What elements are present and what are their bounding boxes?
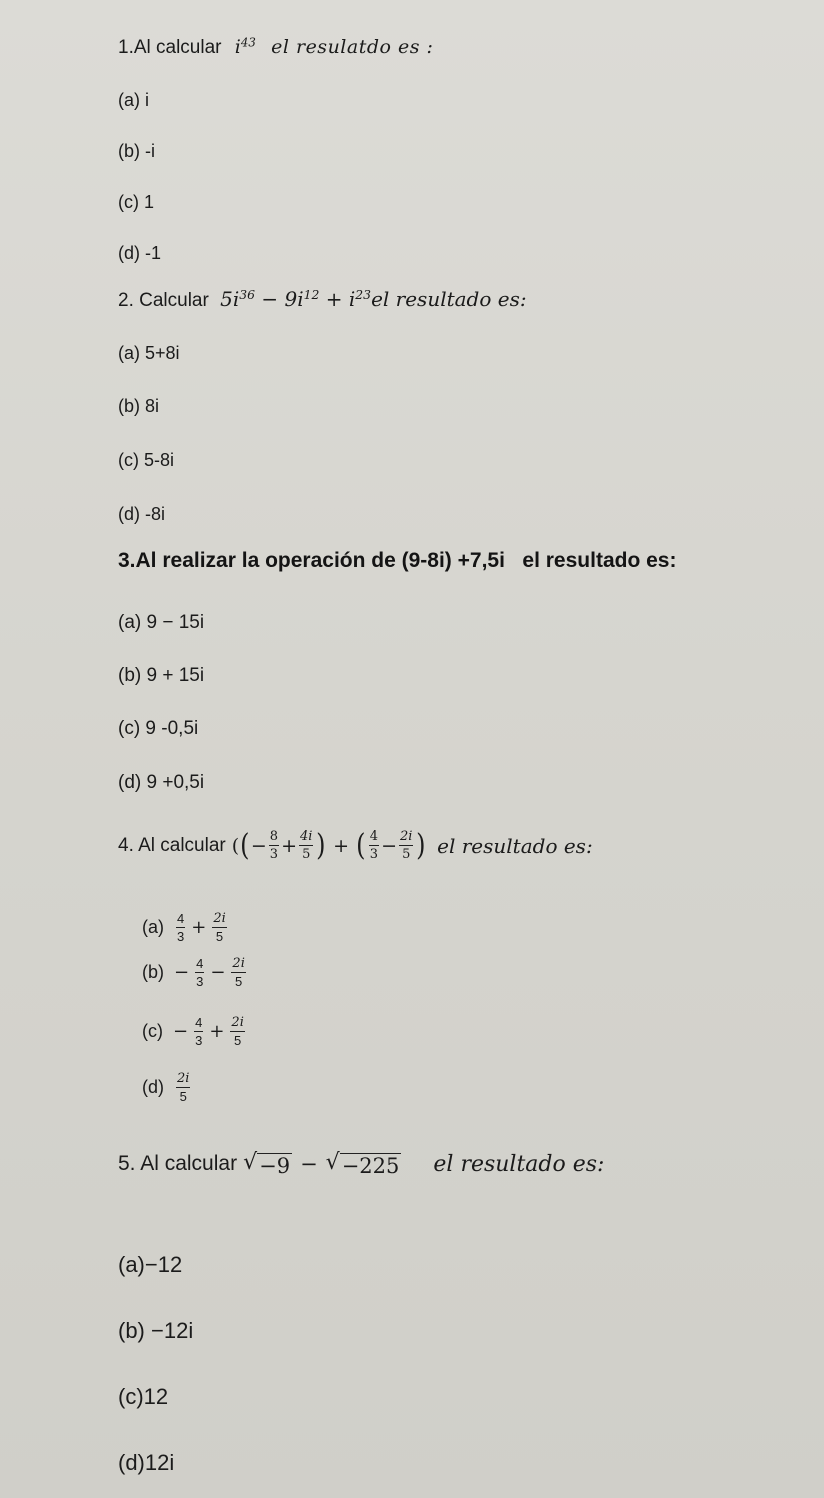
q2-term-1: 5i [220, 287, 240, 311]
q2-term-3: + i [325, 287, 356, 311]
q4-option-d[interactable]: (d) $\frac{2i}{5}$ [142, 1071, 190, 1104]
q1-exponent: 43 [240, 35, 256, 50]
q4-paren-open: ( [231, 834, 240, 857]
question-4 [118, 827, 593, 863]
q1-option-d[interactable]: (d) -1 [118, 243, 162, 263]
q2-exp-1: 36 [239, 287, 256, 303]
q3-option-c[interactable]: (c) 9 -0,5i [118, 718, 199, 739]
question-2-prefix: 2. Calcular [118, 290, 209, 311]
q5-option-a[interactable]: (a)−12 [118, 1252, 183, 1277]
q5-sqrt-1: √ −9 [243, 1150, 291, 1178]
q5-minus: − [300, 1152, 318, 1176]
question-5-prefix: 5. Al calcular [118, 1152, 238, 1175]
q3-option-d[interactable]: (d) 9 +0,5i [118, 772, 205, 793]
q4-paren-open-big: ( [240, 827, 250, 863]
q2-term-2: − 9i [261, 287, 304, 311]
q4-plus-2: + [333, 834, 350, 857]
q3-option-a[interactable]: (a) 9 − 15i [118, 612, 205, 633]
q1-option-c[interactable]: (c) 1 [118, 192, 154, 212]
question-1 [118, 36, 433, 59]
q4-fraction-1: $\frac{8}{3}$ [269, 829, 279, 862]
question-5 [118, 1150, 604, 1178]
q4-option-a[interactable]: (a) $\frac{4}{3}$ + $\frac{2i}{5}$ [142, 911, 226, 944]
q4-option-c[interactable]: (c) − $\frac{4}{3}$ + $\frac{2i}{5}$ [142, 1015, 244, 1048]
q5-option-c[interactable]: (c)12 [118, 1384, 169, 1409]
q2-option-b[interactable]: (b) 8i [118, 396, 160, 416]
q5-sqrt-2: √ −225 [325, 1150, 400, 1178]
question-2-suffix: el resultado es: [371, 287, 527, 311]
question-4-suffix: el resultado es: [437, 833, 593, 858]
q2-exp-3: 23 [355, 287, 372, 303]
q4-minus-2: − [381, 834, 397, 857]
question-4-prefix: 4. Al calcular [118, 834, 226, 856]
q5-option-b[interactable]: (b) −12i [118, 1318, 194, 1343]
q2-option-c[interactable]: (c) 5-8i [118, 450, 175, 470]
q4-fraction-3: $\frac{4}{3}$ [369, 829, 379, 862]
q3-option-b[interactable]: (b) 9 + 15i [118, 665, 205, 686]
q1-base: i [234, 36, 241, 58]
q2-exp-2: 12 [303, 287, 320, 303]
question-1-suffix: el resulatdo es : [271, 36, 434, 58]
q4-minus: − [250, 834, 267, 857]
q2-option-d[interactable]: (d) -8i [118, 504, 166, 524]
q2-option-a[interactable]: (a) 5+8i [118, 343, 180, 363]
q4-paren-close-1: ) [316, 827, 326, 863]
q4-paren-close-2: ) [416, 827, 426, 863]
question-3: 3.Al realizar la operación de (9-8i) +7,5i el resultado es: [118, 549, 677, 572]
q1-option-b[interactable]: (b) -i [118, 141, 155, 161]
question-5-suffix: el resultado es: [433, 1151, 605, 1177]
q4-paren-open-2: ( [356, 827, 366, 863]
q4-option-b[interactable]: (b) − $\frac{4}{3}$ − $\frac{2i}{5}$ [142, 956, 245, 989]
q5-option-d[interactable]: (d)12i [118, 1450, 175, 1475]
q4-fraction-2: $\frac{4i}{5}$ [300, 829, 313, 862]
question-2 [118, 287, 527, 312]
q4-plus-1: + [281, 834, 297, 857]
q1-option-a[interactable]: (a) i [118, 90, 149, 110]
q4-fraction-4: $\frac{2i}{5}$ [400, 829, 413, 862]
question-1-prefix: 1.Al calcular [118, 37, 222, 58]
